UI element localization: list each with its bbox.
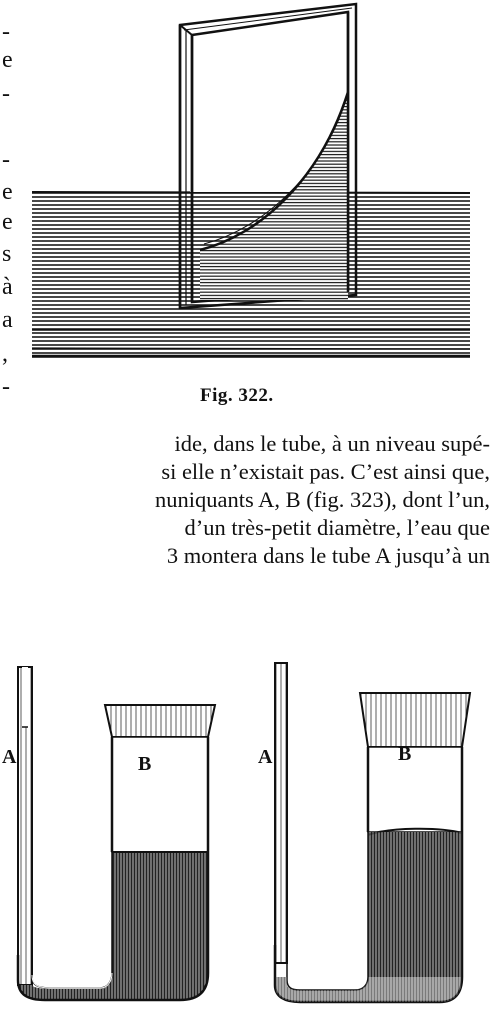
paragraph-line: 3 montera dans le tube A jusqu’à un [166, 543, 490, 568]
margin-fragment: - [2, 81, 10, 107]
figure-323-communicating-vessels [0, 655, 500, 1011]
margin-fragments [0, 20, 22, 450]
margin-fragment: e [2, 179, 13, 205]
margin-fragment: e [2, 47, 13, 73]
body-paragraph [0, 430, 494, 570]
margin-fragment: à [2, 274, 13, 300]
left-tube-label: A [2, 746, 17, 768]
right-tube-label: A [258, 746, 273, 768]
paragraph-line: ide, dans le tube, à un niveau supé- [174, 431, 490, 456]
right-vessel [275, 663, 470, 1002]
paragraph-line: nuniquants A, B (fig. 323), dont l’un, [155, 487, 490, 512]
margin-fragment: - [2, 20, 10, 45]
margin-fragment: s [2, 241, 12, 267]
left-vessel-label: B [138, 753, 152, 775]
margin-fragment: - [2, 147, 10, 173]
right-vessel-label: B [398, 743, 412, 765]
margin-fragment: , [2, 341, 8, 367]
margin-fragment: - [2, 374, 10, 400]
margin-fragment: a [2, 307, 13, 333]
margin-fragment: e [2, 209, 13, 235]
paragraph-line: si elle n’existait pas. C’est ainsi que, [161, 459, 490, 484]
left-vessel [18, 667, 215, 1000]
figure-322-caption: Fig. 322. [200, 385, 274, 406]
figure-322-capillary-plates [30, 0, 480, 370]
paragraph-line: d’un très-petit diamètre, l’eau que [184, 515, 490, 540]
glass-plates [180, 4, 356, 308]
